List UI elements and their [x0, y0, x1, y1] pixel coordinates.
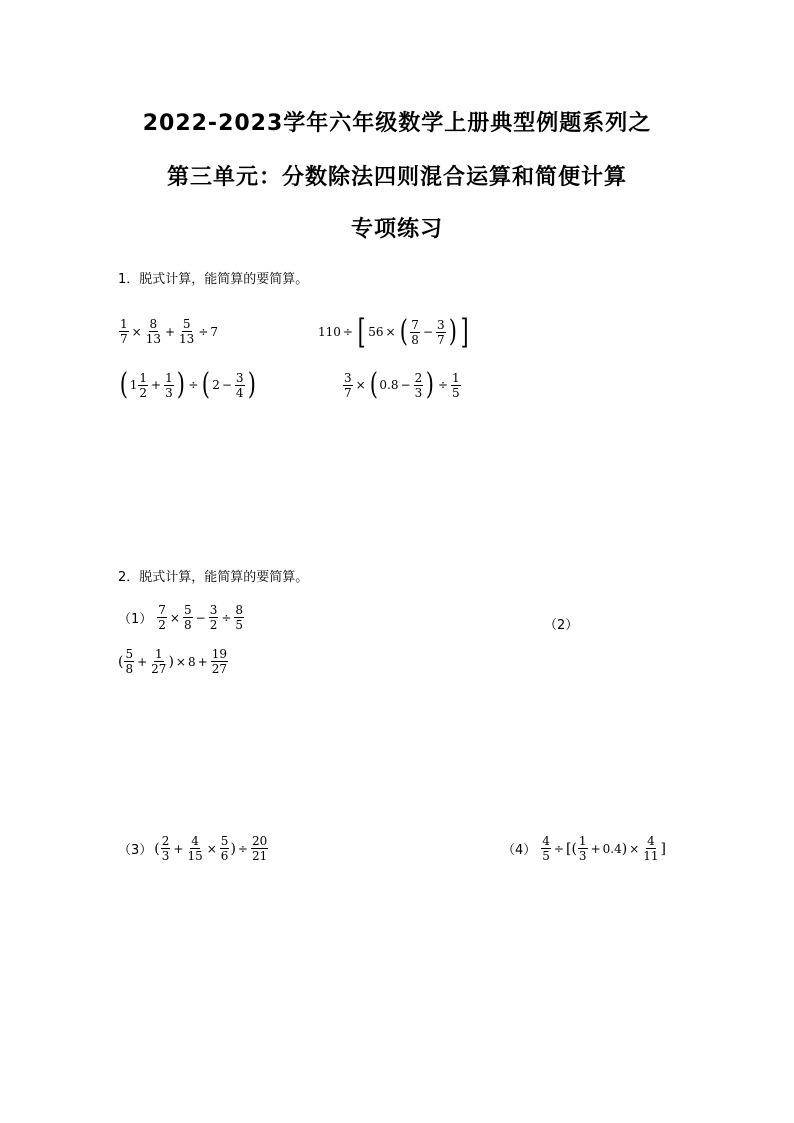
q2-part-1-label: （1） [118, 612, 153, 627]
q1-expression-1: $\frac{1}{7}$ × $\frac{8}{13}$ + $\frac{5}{13}$ ÷ 7 [120, 317, 219, 346]
question-1-heading: 1．脱式计算，能简算的要简算。 [118, 272, 309, 287]
question-2-heading: 2．脱式计算，能简算的要简算。 [118, 570, 309, 585]
q1-expression-4: $\frac{3}{7}$ × ( 0.8 − $\frac{2}{3}$ ) ÷ $\frac{1}{5}$ [344, 367, 460, 402]
q2-part-1: （1） $\frac{7}{2}$ × $\frac{5}{8}$ − $\frac{3}{2}$ ÷ $\frac{8}{5}$ [118, 603, 244, 632]
title-line-3: 专项练习 [350, 217, 443, 242]
q1-expression-3: ( 1 $\frac{1}{2}$ + $\frac{1}{3}$ ) ÷ ( 2 − $\frac{3}{4}$ ) [119, 367, 256, 402]
title-line-1: 2022-2023学年六年级数学上册典型例题系列之 [142, 111, 652, 136]
q1-expression-2: 110 ÷ [ 56 × ( $\frac{7}{8}$ − $\frac{3}{7}$ ) ] [318, 312, 469, 352]
q2-part-3: （3） ( $\frac{2}{3}$ + $\frac{4}{15}$ × $\frac{5}{6}$ ) ÷ $\frac{20}{21}$ [118, 834, 268, 863]
q2-part-3-label: （3） [118, 843, 153, 858]
q2-part-2-label: （2） [544, 618, 579, 633]
q2-part-2: ( $\frac{5}{8}$ + $\frac{1}{27}$ ) × 8 + $\frac{19}{27}$ [118, 647, 227, 676]
title-line-2: 第三单元：分数除法四则混合运算和简便计算 [166, 165, 627, 190]
q2-part-4: （4） $\frac{4}{5}$ ÷ [( $\frac{1}{3}$ + 0.4 ) × $\frac{4}{11}$ ] [502, 834, 666, 863]
q2-part-4-label: （4） [502, 843, 537, 858]
